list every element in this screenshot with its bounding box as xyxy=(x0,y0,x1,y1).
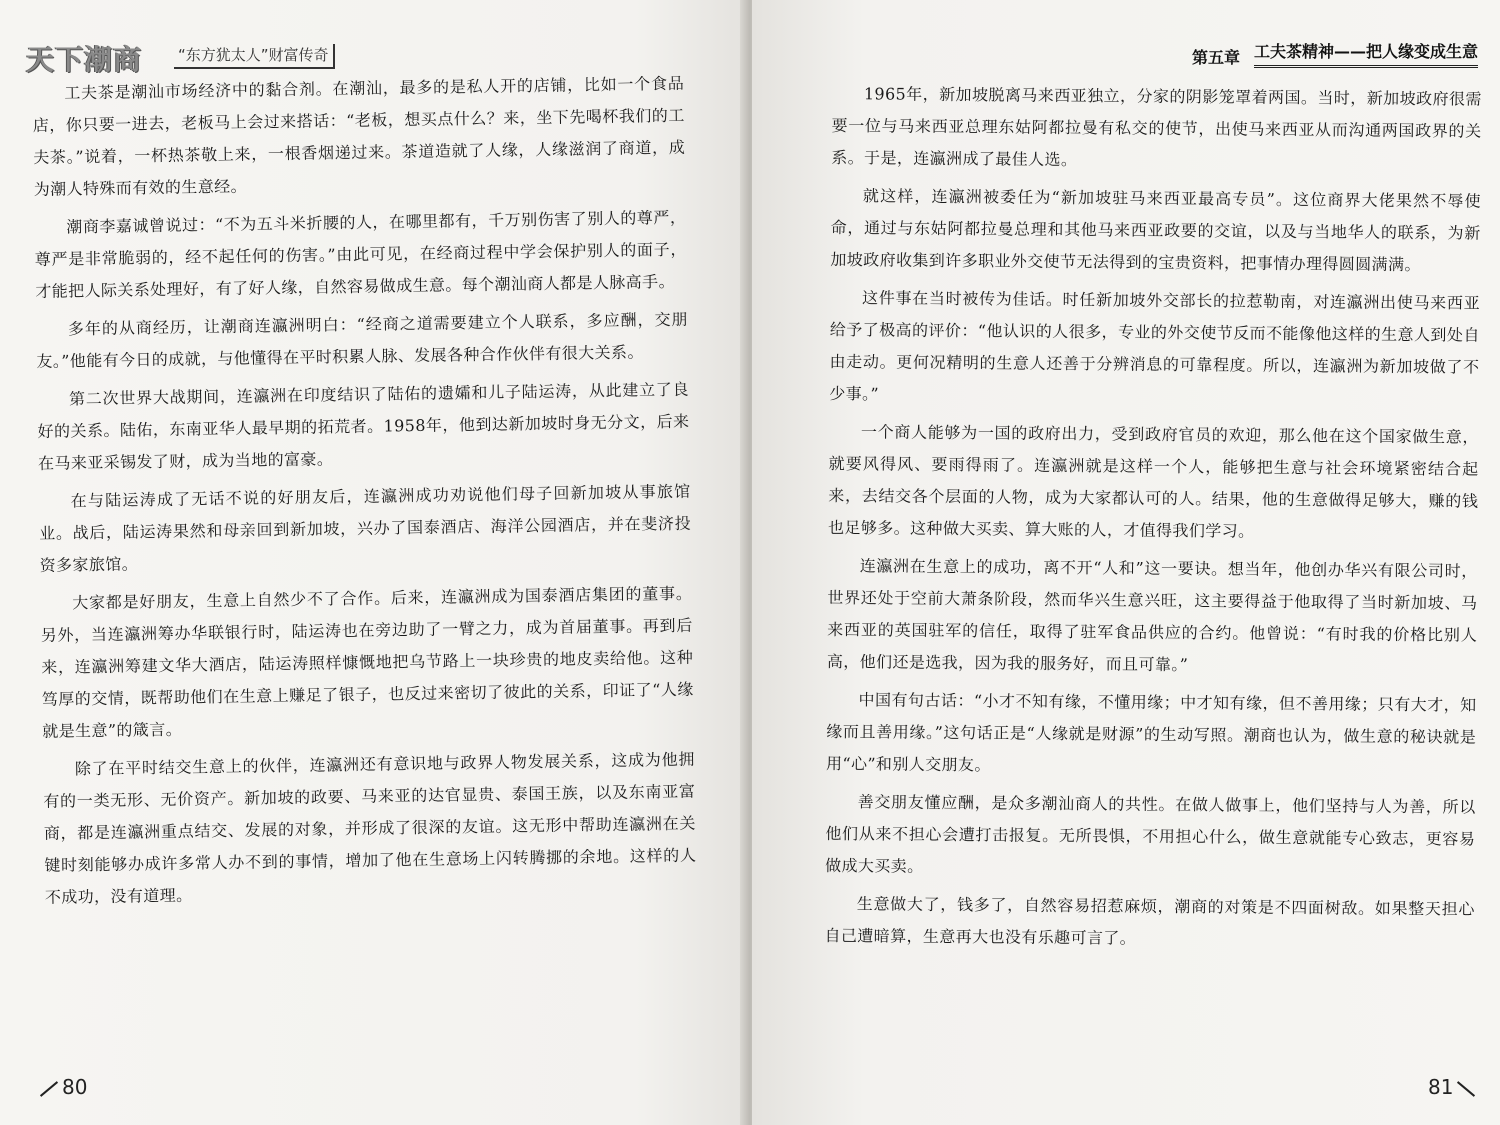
right-running-header xyxy=(1192,34,1478,68)
paragraph: 1965年，新加坡脱离马来西亚独立，分家的阴影笼罩着两国。当时，新加坡政府很需要一位与马来西亚总理东姑阿都拉曼有私交的使节，出使马来西亚从而沟通两国政界的关系。于是，连瀛洲成了最佳人选。 xyxy=(831,84,1482,170)
paragraph: 就这样，连瀛洲被委任为“新加坡驻马来西亚最高专员”。这位商界大佬果然不辱使命，通过与东姑阿都拉曼总理和其他马来西亚政要的交谊，以及与当地华人的联系，为新加坡政府收集到许多职业外交使节无法得到的宝贵资料，把事情办理得圆圆满满。 xyxy=(830,186,1482,275)
paragraph: 连瀛洲在生意上的成功，离不开“人和”这一要诀。想当年，他创办华兴有限公司时，世界还处于空前大萧条阶段，然而华兴生意兴旺，这主要得益于他取得了当时新加坡、马来西亚的英国驻军的信任，取得了驻军食品供应的合约。他曾说：“有时我的价格比别人高，他们还是选我，因为我的服务好，而且可靠。” xyxy=(826,556,1478,675)
paragraph: 除了在平时结交生意上的伙伴，连瀛洲还有意识地与政界人物发展关系，这成为他拥有的一类无形、无价资产。新加坡的政要、马来亚的达官显贵、泰国王族，以及东南亚富商，都是连瀛洲重点结交、发展的对象，并形成了很深的友谊。这无形中帮助连瀛洲在关键时刻能够办成许多常人办不到的事情，增加了他在生意场上闪转腾挪的余地。这样的人不成功，没有道理。 xyxy=(43,749,697,907)
left-page xyxy=(0,0,748,1125)
paragraph: 大家都是好朋友，生意上自然少不了合作。后来，连瀛洲成为国泰酒店集团的董事。另外，当连瀛洲筹办华联银行时，陆运涛也在旁边助了一臂之力，成为首届董事。再到后来，连瀛洲筹建文华大酒店，陆运涛照样慷慨地把乌节路上一块珍贵的地皮卖给他。这种笃厚的交情，既帮助他们在生意上赚足了银子，也反过来密切了彼此的关系，印证了“人缘就是生意”的箴言。 xyxy=(40,583,694,741)
page-number-left xyxy=(38,1075,87,1099)
paragraph: 多年的从商经历，让潮商连瀛洲明白：“经商之道需要建立个人联系，多应酬，交朋友。”他能有今日的成就，与他懂得在平时积累人脉、发展各种合作伙伴有很大关系。 xyxy=(36,309,689,371)
paragraph: 善交朋友懂应酬，是众多潮汕商人的共性。在做人做事上，他们坚持与人为善，所以他们从来不担心会遭打击报复。无所畏惧，不用担心什么，做生意就能专心致志，更容易做成大买卖。 xyxy=(825,792,1476,876)
paragraph: 第二次世界大战期间，连瀛洲在印度结识了陆佑的遗孀和儿子陆运涛，从此建立了良好的关系。陆佑，东南亚华人最早期的拓荒者。1958年，他到达新加坡时身无分文，后来在马来亚采锡发了财，成为当地的富豪。 xyxy=(37,379,690,473)
left-running-header xyxy=(26,38,366,78)
series-subtitle: “东方犹太人”财富传奇 xyxy=(174,44,335,69)
page-number-right xyxy=(1428,1075,1477,1099)
right-body-text xyxy=(824,78,1482,964)
paragraph: 工夫茶是潮汕市场经济中的黏合剂。在潮汕，最多的是私人开的店铺，比如一个食品店，你只要一进去，老板马上会过来搭话：“老板，想买点什么？来，坐下先喝杯我们的工夫茶。”说着，一杯热茶敬上来，一根香烟递过来。茶道造就了人缘，人缘滋润了商道，成为潮人特殊而有效的生意经。 xyxy=(32,73,686,199)
paragraph: 潮商李嘉诚曾说过：“不为五斗米折腰的人，在哪里都有，千万别伤害了别人的尊严，尊严是非常脆弱的，经不起任何的伤害。”由此可见，在经商过程中学会保护别人的面子，才能把人际关系处理好，有了好人缘，自然容易做成生意。每个潮汕商人都是人脉高手。 xyxy=(34,207,687,301)
left-body-text xyxy=(32,68,697,920)
paragraph: 在与陆运涛成了无话不说的好朋友后，连瀛洲成功劝说他们母子回新加坡从事旅馆业。战后，陆运涛果然和母亲回到新加坡，兴办了国泰酒店、海洋公园酒店，并在斐济投资多家旅馆。 xyxy=(39,481,692,575)
series-logo: 天下潮商 xyxy=(26,43,143,76)
page-number-left-value: 80 xyxy=(62,1075,88,1099)
chapter-label: 第五章 xyxy=(1191,48,1240,67)
paragraph: 中国有句古话：“小才不知有缘，不懂用缘；中才知有缘，但不善用缘；只有大才，知缘而且善用缘。”这句话正是“人缘就是财源”的生动写照。潮商也认为，做生意的秘诀就是用“心”和别人交朋友。 xyxy=(825,690,1477,775)
page-number-right-value: 81 xyxy=(1428,1075,1454,1099)
paragraph: 一个商人能够为一国的政府出力，受到政府官员的欢迎，那么他在这个国家做生意，就要风得风、要雨得雨了。连瀛洲就是这样一个人，能够把生意与社会环境紧密结合起来，去结交各个层面的人物，成为大家都认可的人。结果，他的生意做得足够大，赚的钱也足够多。这种做大买卖、算大账的人，才值得我们学习。 xyxy=(827,422,1479,541)
paragraph: 生意做大了，钱多了，自然容易招惹麻烦，潮商的对策是不四面树敌。如果整天担心自己遭暗算，生意再大也没有乐趣可言了。 xyxy=(824,894,1475,948)
paragraph: 这件事在当时被传为佳话。时任新加坡外交部长的拉惹勒南，对连瀛洲出使马来西亚给予了极高的评价：“他认识的人很多，专业的外交使节反而不能像他这样的生意人到处自由走动。更何况精明的生意人还善于分辨消息的可靠程度。所以，连瀛洲为新加坡做了不少事。” xyxy=(829,288,1481,404)
chapter-title: 工夫茶精神——把人缘变成生意 xyxy=(1254,39,1478,68)
